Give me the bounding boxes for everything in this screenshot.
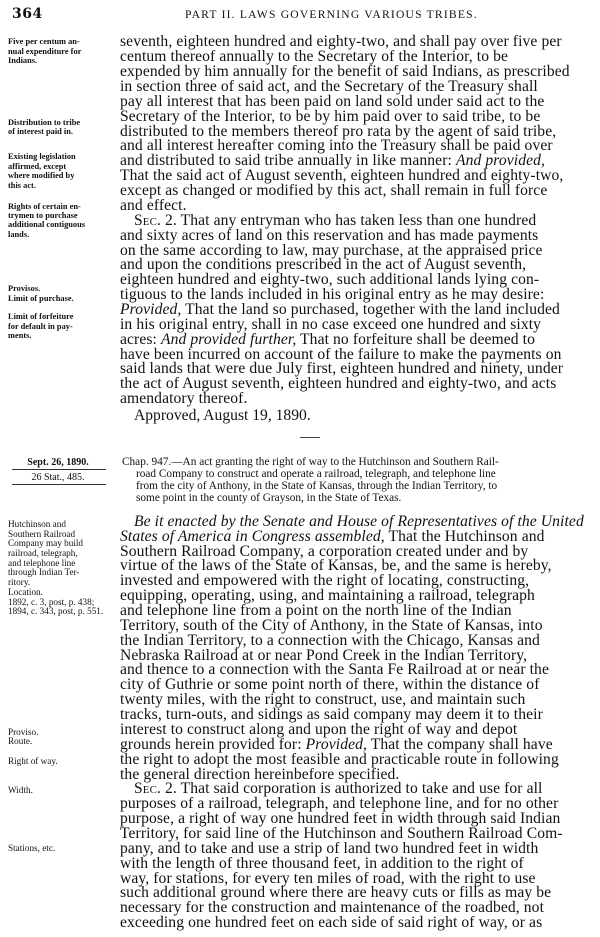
body-line-text: That the land so purchased, together with the land included: [185, 300, 560, 318]
approval-date: Approved, August 19, 1890.: [134, 406, 311, 424]
body-line: virtue of the laws of the State of Kansas, be, and the same is hereby,: [120, 557, 552, 575]
body-line: and upon the conditions prescribed in the act of August seventh,: [120, 256, 527, 274]
margin-note: [8, 37, 81, 65]
proviso-italic: And provided,: [455, 152, 546, 170]
body-line: centum thereof annually to the Secretary of the Interior, to be: [120, 48, 509, 66]
body-line: pany, and to take and use a strip of land two hundred feet in width: [120, 839, 539, 857]
body-line: way, for stations, for every ten miles of road, with the right to use: [120, 869, 536, 887]
margin-note-line: Limit of purchase.: [8, 293, 74, 303]
margin-note-line: 1892, c. 3, post, p. 438;: [8, 596, 95, 607]
margin-note-line: 1894, c. 343, post, p. 551.: [8, 606, 104, 617]
margin-note-line: nual expenditure for: [8, 46, 82, 56]
section-label: Sec. 2.: [134, 211, 177, 229]
margin-note-line: trymen to purchase: [8, 211, 78, 220]
body-line: pay all interest that has been paid on land sold under said act to the: [120, 92, 545, 110]
margin-note-line: Indians.: [8, 56, 38, 65]
margin-note-line: and telephone line: [8, 557, 76, 568]
margin-note: [8, 520, 83, 587]
margin-note-line: Location.: [8, 587, 43, 598]
margin-note-line: where modified by: [8, 171, 75, 181]
section-divider: [300, 437, 320, 438]
date-rule: [12, 469, 106, 470]
margin-note-line: Provisos.: [8, 284, 41, 294]
body-line: the right to adopt the most feasible and practicable route in following: [120, 750, 559, 768]
body-line-text: grounds herein provided for:: [120, 735, 302, 753]
margin-note-line: through Indian Ter-: [8, 567, 80, 578]
enacting-clause-text: States of America in Congress assembled,: [120, 527, 385, 545]
body-line: and effect.: [120, 196, 187, 214]
margin-note: [8, 728, 38, 747]
body-line: distributed to the members thereof pro rata by the agent of said tribe,: [120, 122, 557, 140]
margin-note-line: Distribution to tribe: [8, 118, 81, 127]
body-line: the general direction hereinbefore specified.: [120, 765, 400, 783]
running-title: PART II. LAWS GOVERNING VARIOUS TRIBES.: [185, 8, 478, 21]
body-line: on the same according to law, may purchase, at the appraised price: [120, 241, 543, 259]
margin-note-line: Rights of certain en-: [8, 201, 81, 211]
page-number: 364: [12, 6, 43, 22]
chapter-heading-line: road Company to construct and operate a railroad, telegraph, and telephone line: [136, 468, 496, 481]
body-line: purpose, a right of way one hundred feet in width through said Indian: [120, 810, 561, 828]
body-line: Southern Railroad Company, a corporation created under and by: [120, 542, 529, 560]
chapter-heading-line: some point in the county of Grayson, in the State of Texas.: [136, 492, 402, 505]
margin-note: [8, 312, 73, 340]
body-line: equipping, operating, using, and maintaining a railroad, telegraph: [120, 587, 535, 605]
margin-note-line: Limit of forfeiture: [8, 312, 74, 322]
margin-note-line: ments.: [8, 331, 32, 340]
body-line-text: That no forfeiture shall be deemed to: [300, 330, 535, 348]
body-line: amendatory thereof.: [120, 390, 248, 408]
body-line: invested and empowered with the right of locating, constructing,: [120, 572, 530, 590]
body-line: purposes of a railroad, telegraph, and telephone line, and for no other: [120, 795, 559, 813]
margin-note: [8, 202, 85, 240]
body-line: interest to construct along and upon the right of way and depot: [120, 720, 518, 738]
chapter-heading-line: from the city of Anthony, in the State of Kansas, through the Indian Territory, to: [136, 480, 498, 493]
body-line: Territory, for said line of the Hutchinson and Southern Railroad Com-: [120, 824, 563, 842]
body-line: necessary for the construction and maintenance of the roadbed, not: [120, 899, 545, 917]
statute-citation: 26 Stat., 485.: [31, 472, 85, 483]
margin-note-line: Proviso.: [8, 726, 39, 737]
body-line: exceeding one hundred feet on each side of said right of way, or as: [120, 914, 543, 932]
body-line-text: That said corporation is authorized to take and use for all: [180, 780, 543, 798]
margin-note-line: additional contiguous: [8, 220, 86, 230]
margin-note-line: Company may build: [8, 538, 84, 549]
body-line: tracks, turn-outs, and sidings as said company may deem it to their: [120, 706, 543, 723]
margin-note-line: of interest paid in.: [8, 127, 73, 137]
margin-note-line: ritory.: [8, 576, 31, 587]
chapter-heading-line: Chap. 947.—An act granting the right of way to the Hutchinson and Southern Rail-: [122, 456, 499, 469]
margin-note-line: lands.: [8, 229, 30, 239]
margin-note-line: Stations, etc.: [8, 842, 56, 853]
body-line: with the length of three thousand feet, in addition to the right of: [120, 854, 524, 872]
proviso-italic: And provided further,: [160, 330, 297, 348]
body-line: in section three of said act, and the Secretary of the Treasury shall: [120, 78, 538, 95]
margin-note: [8, 844, 55, 854]
body-line: Nebraska Railroad at or near Pond Creek in the Indian Territory,: [120, 646, 528, 664]
body-line-text: acres:: [120, 330, 157, 348]
margin-note: [8, 152, 76, 190]
body-line-text: That the Hutchinson and: [388, 527, 545, 545]
margin-note-line: Existing legislation: [8, 152, 76, 162]
margin-note: [8, 757, 58, 767]
body-line: tiguous to the lands included in his original entry as he may desire:: [120, 286, 545, 304]
margin-note-line: Hutchinson and: [8, 519, 66, 530]
chapter-date: Sept. 26, 1890.: [27, 457, 89, 469]
page-header: [10, 6, 590, 28]
body-line: and telephone line from a point on the north line of the Indian: [120, 602, 512, 619]
margin-note: [8, 786, 33, 796]
body-line: eighteen hundred and eighty-two, such additional lands lying con-: [120, 271, 540, 289]
body-line: said lands that were due July first, eighteen hundred and ninety, under: [120, 360, 564, 378]
body-line: That the said act of August seventh, eighteen hundred and eighty-two,: [120, 167, 564, 185]
margin-note-line: railroad, telegraph,: [8, 548, 78, 559]
body-line: have been incurred on account of the failure to make the payments on: [120, 345, 562, 363]
body-line: and thence to a connection with the Santa Fe Railroad at or near the: [120, 661, 549, 679]
margin-note: [8, 588, 103, 617]
body-line: seventh, eighteen hundred and eighty-two, and shall pay over five per: [120, 33, 562, 51]
body-line: and all interest hereafter coming into the Treasury shall be paid over: [120, 137, 553, 155]
margin-note-line: Width.: [8, 785, 33, 795]
body-line-text: and distributed to said tribe annually in like manner:: [120, 152, 452, 170]
body-line: expended by him annually for the benefit of said Indians, as prescribed: [120, 63, 570, 81]
margin-note-line: Right of way.: [8, 756, 58, 767]
margin-note-line: Five per centum an-: [8, 37, 80, 47]
body-line: city of Guthrie or some point north of there, within the distance of: [120, 676, 540, 694]
body-line: twenty miles, with the right to construct, use, and maintain such: [120, 691, 526, 709]
body-line: except as changed or modified by this act, shall remain in full force: [120, 182, 548, 199]
margin-note-line: Southern Railroad: [8, 528, 76, 539]
margin-note-line: affirmed, except: [8, 161, 67, 171]
body-line: and sixty acres of land on this reservation and has made payments: [120, 226, 539, 244]
body-line: in his original entry, shall in no case exceed one hundred and sixty: [120, 315, 542, 333]
margin-note: [8, 118, 80, 137]
proviso-italic: Provided,: [305, 735, 368, 753]
body-line-text: That any entryman who has taken less than one hundred: [180, 211, 537, 229]
body-line: Territory, south of the City of Anthony, in the State of Kansas, into: [120, 616, 543, 634]
enacting-clause-text: Be it enacted by the Senate and House of Representatives of the United: [134, 512, 584, 530]
margin-note-line: for default in pay-: [8, 321, 73, 331]
date-rule: [12, 484, 106, 485]
body-line: the Indian Territory, to a connection with the Chicago, Kansas and: [120, 631, 540, 649]
body-line: such additional ground where there are heavy cuts or fills as may be: [120, 884, 552, 902]
body-line-text: That the company shall have: [370, 735, 553, 753]
proviso-italic: Provided,: [120, 300, 182, 318]
margin-note-line: this act.: [8, 180, 36, 190]
section-label: Sec. 2.: [134, 780, 177, 798]
margin-note-line: Route.: [8, 736, 33, 747]
body-line: Secretary of the Interior, to be by him paid over to said tribe, to be: [120, 107, 541, 125]
margin-note: [8, 284, 74, 303]
body-line: the act of August seventh, eighteen hundred and eighty-two, and acts: [120, 375, 557, 393]
